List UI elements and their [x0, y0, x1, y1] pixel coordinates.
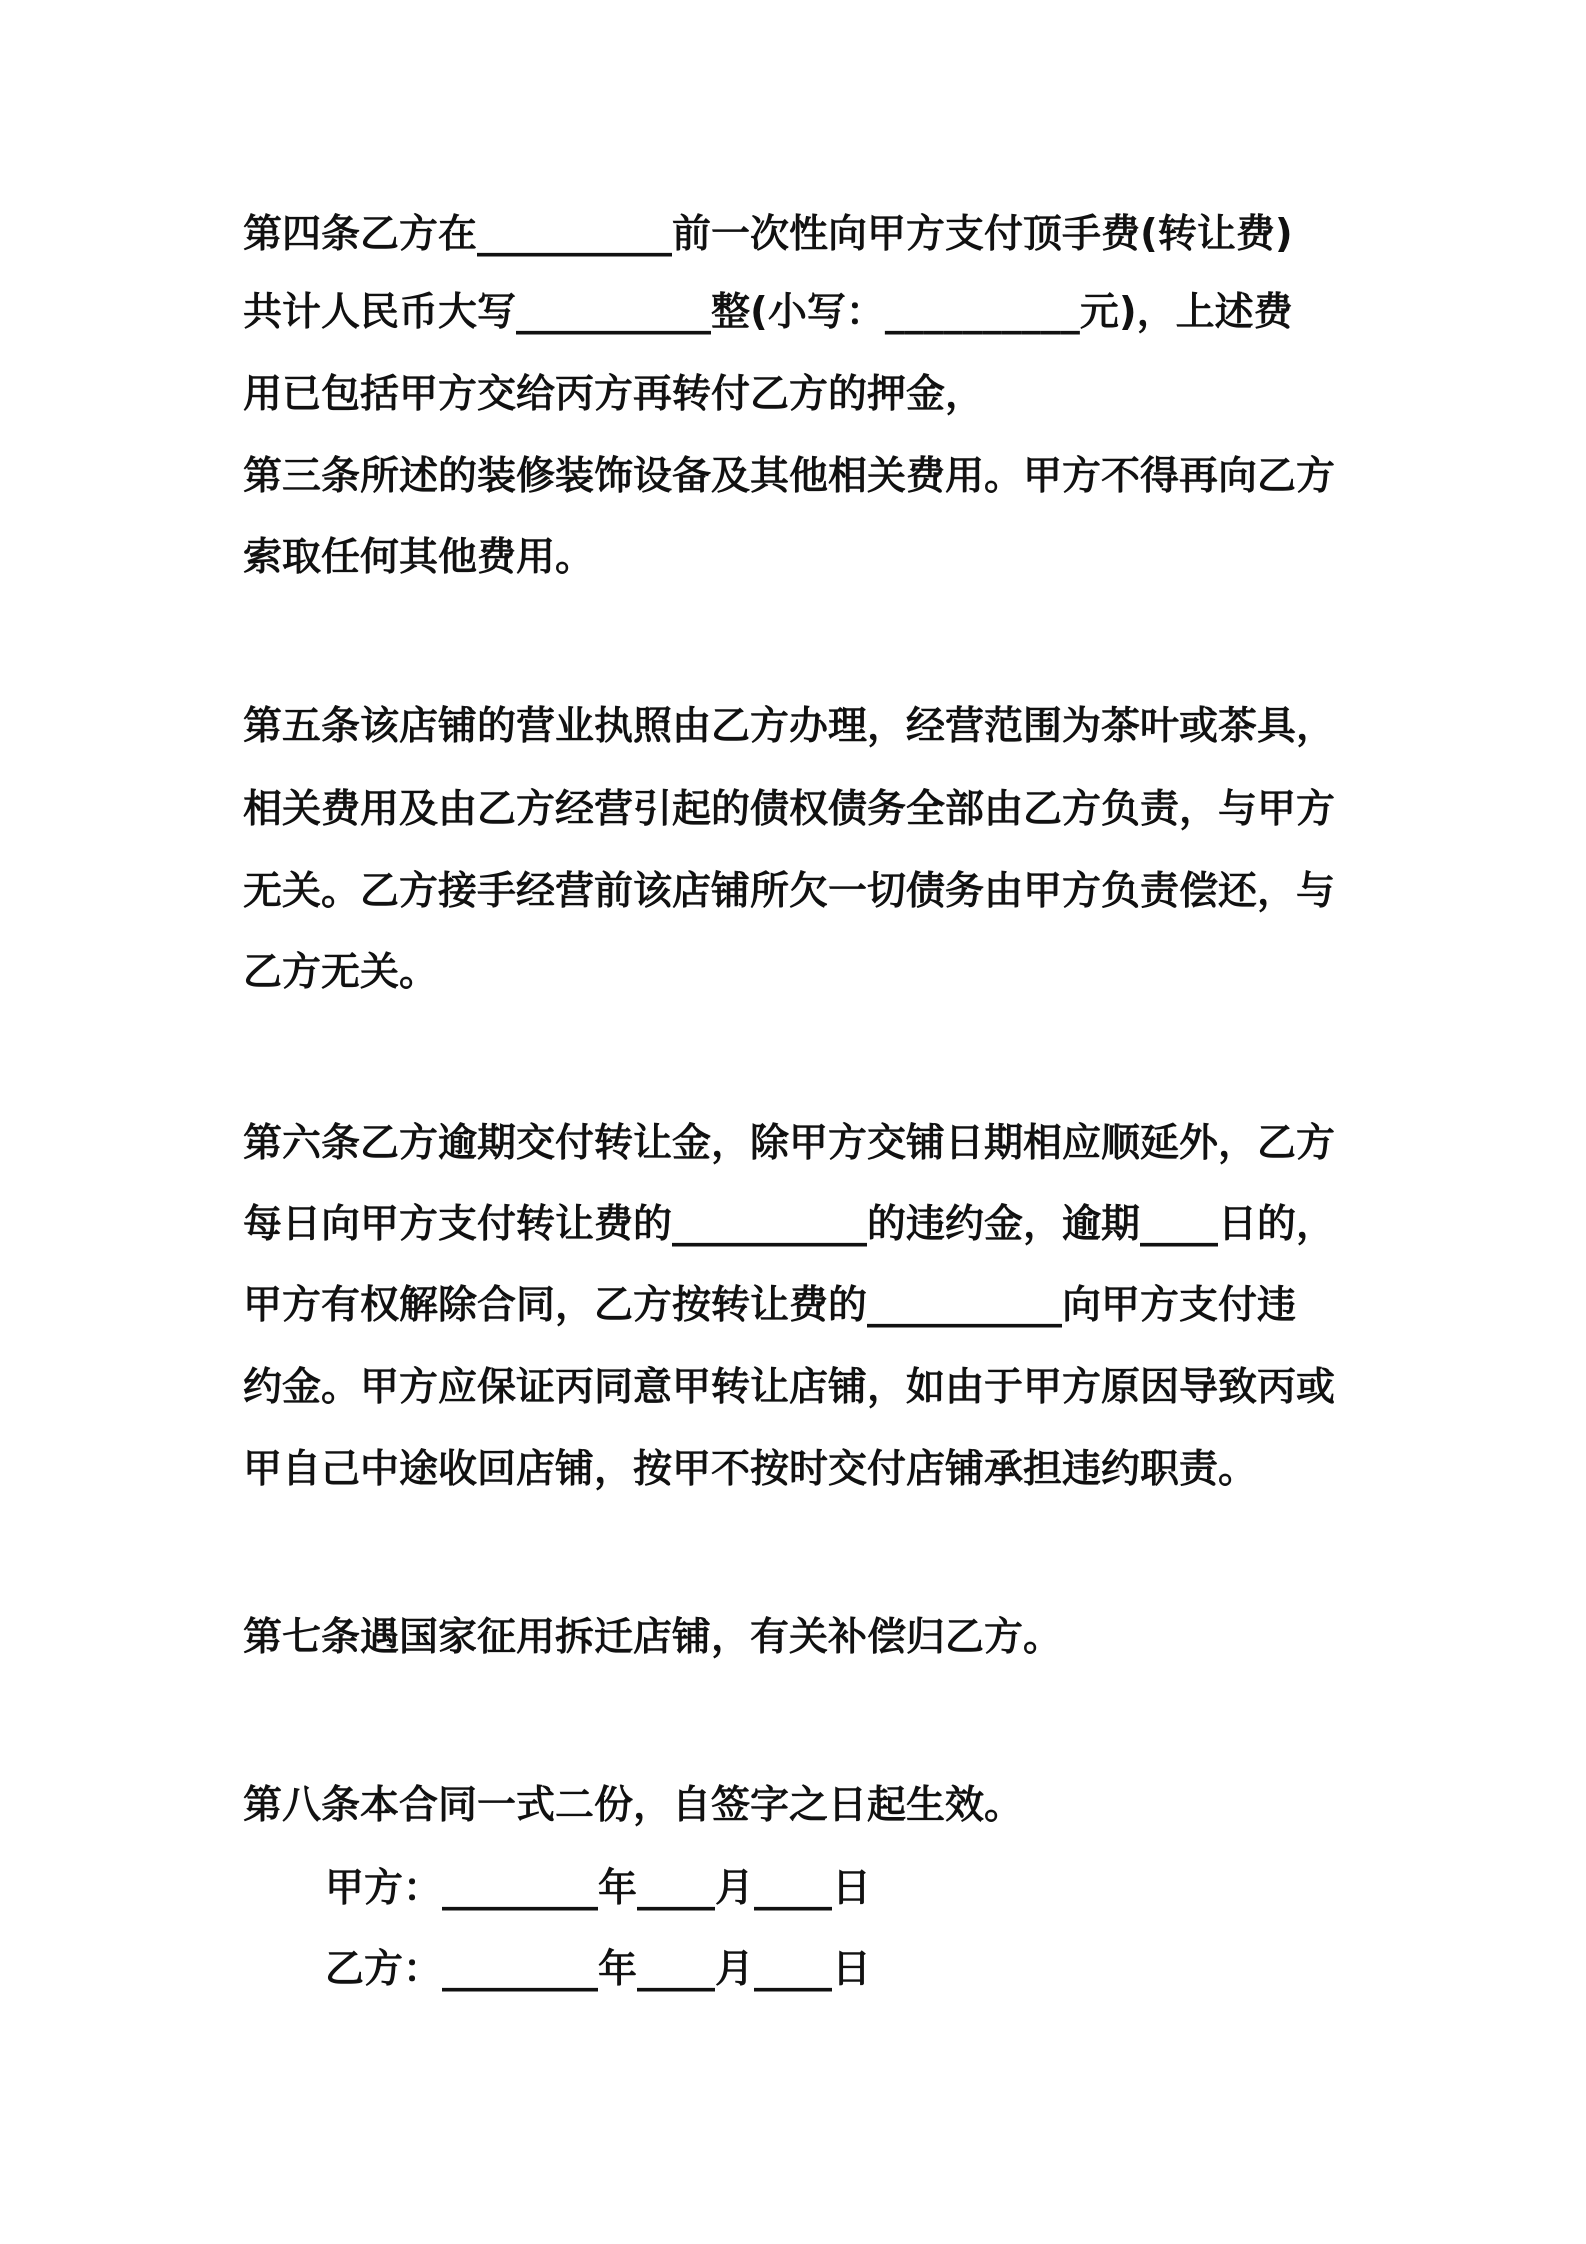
article-5-line-2: 相关费用及由乙方经营引起的债权债务全部由乙方负责，与甲方	[243, 787, 1336, 832]
article-5-line-3: 无关。乙方接手经营前该店铺所欠一切债务由甲方负责偿还，与	[243, 869, 1336, 914]
article-5-line-1: 第五条该店铺的营业执照由乙方办理，经营范围为茶叶或茶具，	[243, 704, 1336, 749]
article-7-line-1: 第七条遇国家征用拆迁店铺，有关补偿归乙方。	[243, 1615, 1063, 1660]
article-4-line-4: 第三条所述的装修装饰设备及其他相关费用。甲方不得再向乙方	[243, 454, 1336, 499]
article-6-line-2: 每日向甲方支付转让费的__________的违约金，逾期____日的，	[243, 1202, 1336, 1247]
article-6-line-3: 甲方有权解除合同，乙方按转让费的__________向甲方支付违	[243, 1283, 1297, 1328]
article-5-line-4: 乙方无关。	[243, 950, 439, 995]
article-4-line-2: 共计人民币大写__________整(小写：__________元)，上述费	[243, 290, 1293, 335]
signature-party-a: 甲方：________年____月____日	[325, 1866, 872, 1911]
article-6-line-4: 约金。甲方应保证丙同意甲转让店铺，如由于甲方原因导致丙或	[243, 1365, 1336, 1410]
article-4-line-1: 第四条乙方在__________前一次性向甲方支付顶手费(转让费)	[243, 212, 1293, 257]
article-4-line-5: 索取任何其他费用。	[243, 535, 595, 580]
article-6-line-5: 甲自己中途收回店铺，按甲不按时交付店铺承担违约职责。	[243, 1447, 1258, 1492]
article-8-line-1: 第八条本合同一式二份，自签字之日起生效。	[243, 1783, 1024, 1828]
article-4-line-3: 用已包括甲方交给丙方再转付乙方的押金，	[243, 372, 985, 417]
article-6-line-1: 第六条乙方逾期交付转让金，除甲方交铺日期相应顺延外，乙方	[243, 1121, 1336, 1166]
signature-party-b: 乙方：________年____月____日	[325, 1947, 872, 1992]
